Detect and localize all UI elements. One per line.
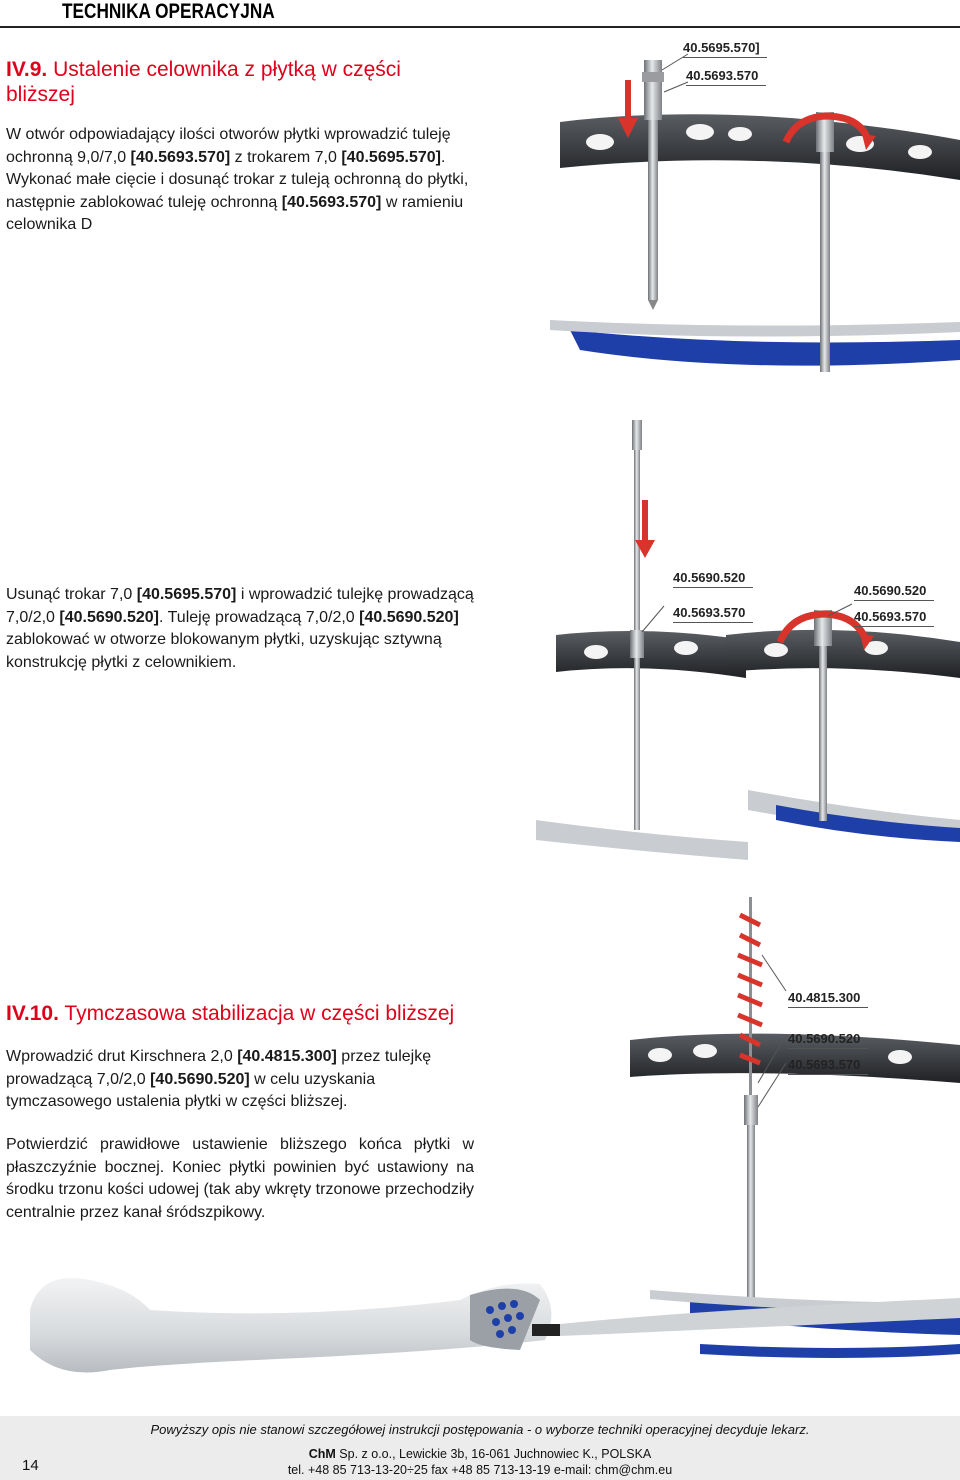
page-number: 14 (22, 1457, 39, 1474)
company-name: ChM (308, 1447, 336, 1461)
fig2-label-guide-right: 40.5690.520 (854, 583, 927, 598)
fig2-label-guide-left: 40.5690.520 (673, 570, 746, 585)
fig2-label-underline (673, 587, 753, 588)
header-rule (0, 26, 960, 28)
fig3-label-sleeve: 40.5693.570 (788, 1057, 861, 1072)
fig3-label-underline (788, 1074, 868, 1075)
fig3-label-underline (788, 1007, 868, 1008)
footer-address: ChM Sp. z o.o., Lewickie 3b, 16-061 Juchnowiec K., POLSKA tel. +48 85 713-13-20÷25 fax +48 85 713-13-19 e-mail: chm@chm.eu (0, 1446, 960, 1478)
section-9-number: IV.9. (6, 58, 48, 81)
fig3-label-guide: 40.5690.520 (788, 1031, 861, 1046)
fig1-label-underline (683, 57, 767, 58)
page-header-title: TECHNIKA OPERACYJNA (62, 0, 275, 23)
footer-contact: tel. +48 85 713-13-20÷25 fax +48 85 713-13-19 e-mail: chm@chm.eu (287, 1463, 673, 1477)
footer-disclaimer: Powyższy opis nie stanowi szczegółowej instrukcji postępowania - o wyborze techniki operacyjnej decyduje lekarz. (150, 1422, 810, 1437)
fig2-label-sleeve-left: 40.5693.570 (673, 605, 746, 620)
section-10-number: IV.10. (6, 1002, 59, 1025)
figure-femur-with-plate (0, 1240, 960, 1410)
section-9-title-text: Ustalenie celownika z płytką w części bliższej (6, 58, 401, 106)
section-9-title (6, 57, 436, 107)
section-10-paragraph-2: Potwierdzić prawidłowe ustawienie bliższego końca płytki w płaszczyźnie bocznej. Koniec płytki powinien być ustawiony na środku trzonu kości udowej (tak aby wkręty trzonowe przechodziły centralnie przez kanał śródszpikowy. (6, 1136, 474, 1221)
section-10-title-text: Tymczasowa stabilizacja w części bliższej (64, 1002, 455, 1025)
section-10-paragraph-1: Wprowadzić drut Kirschnera 2,0 [40.4815.300] przez tulejkę prowadzącą 7,0/2,0 [40.5690.520] w celu uzyskania tymczasowego ustalenia płytki w części bliższej. (6, 1048, 432, 1110)
section-9-paragraph-2: Usunąć trokar 7,0 [40.5695.570] i wprowadzić tulejkę prowadzącą 7,0/2,0 [40.5690.520]. Tuleję prowadzącą 7,0/2,0 [40.5690.520] zablokować w otworze blokowanym płytki, uzyskując sztywną konstrukcję płytki z celownikiem. (6, 586, 474, 671)
section-10-title (6, 1001, 566, 1026)
fig2-label-underline (673, 622, 753, 623)
fig2-label-underline (854, 600, 934, 601)
fig1-label-underline (686, 85, 766, 86)
fig2-label-underline (854, 626, 934, 627)
fig1-label-sleeve: 40.5693.570 (686, 68, 759, 83)
fig3-label-wire: 40.4815.300 (788, 990, 861, 1005)
figure-guide-sleeve (536, 410, 960, 870)
fig3-label-underline (788, 1048, 868, 1049)
fig1-label-trocar: 40.5695.570] (683, 40, 760, 55)
figure-trocar-sleeve (540, 30, 960, 410)
section-9-paragraph-1: W otwór odpowiadający ilości otworów płytki wprowadzić tuleję ochronną 9,0/7,0 [40.5693.570] z trokarem 7,0 [40.5695.570]. Wykonać małe cięcie i dosunąć trokar z tuleją ochronną do płytki, następnie zablokować tuleję ochronną [40.5693.570] w ramieniu celownika D (6, 126, 469, 233)
fig2-label-sleeve-right: 40.5693.570 (854, 609, 927, 624)
